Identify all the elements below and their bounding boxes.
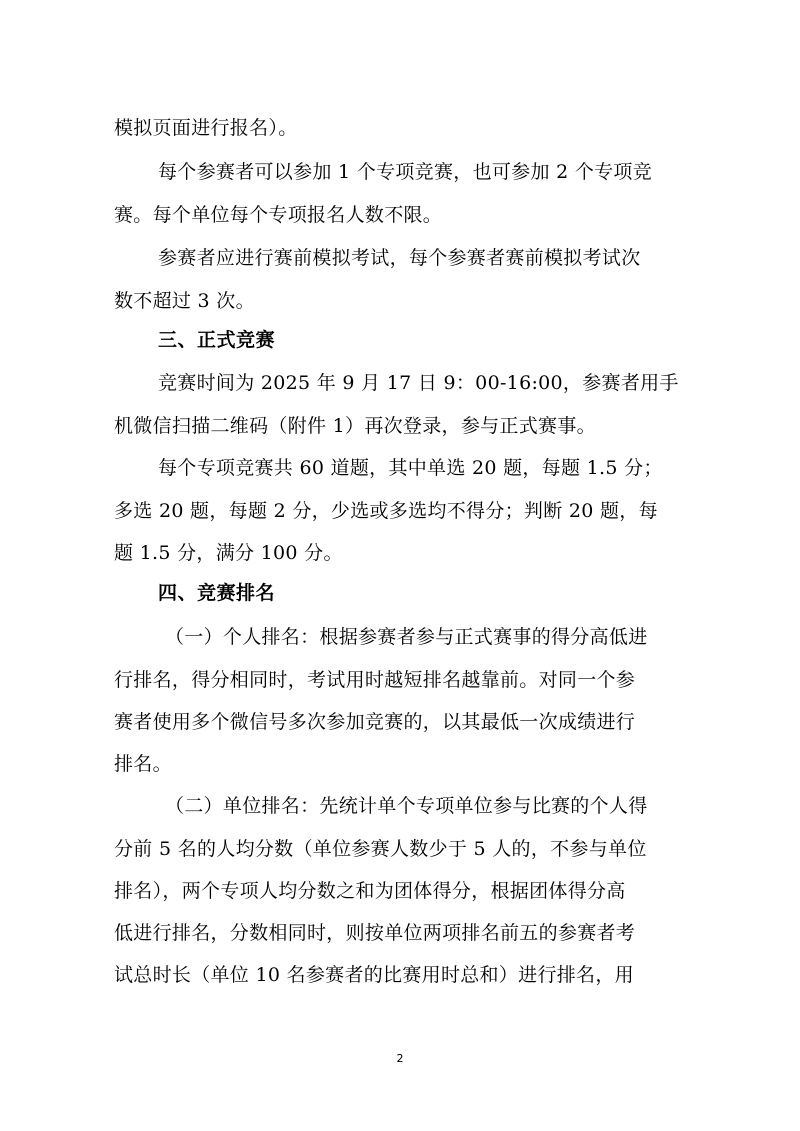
paragraph-line: 题 1.5 分，满分 100 分。 <box>114 542 343 564</box>
paragraph-line: 每个参赛者可以参加 1 个专项竞赛，也可参加 2 个专项竞 <box>158 161 653 183</box>
section-heading-ranking: 四、竞赛排名 <box>158 582 276 604</box>
paragraph-line: 行排名，得分相同时，考试用时越短排名越靠前。对同一个参 <box>114 669 636 691</box>
paragraph-line: （一）个人排名：根据参赛者参与正式赛事的得分高低进 <box>165 626 648 648</box>
page-number: 2 <box>396 1052 404 1065</box>
paragraph-line: 每个专项竞赛共 60 道题，其中单选 20 题，每题 1.5 分； <box>158 457 663 479</box>
paragraph-line: 竞赛时间为 2025 年 9 月 17 日 9：00-16:00，参赛者用手 <box>158 372 679 394</box>
paragraph-line: 模拟页面进行报名）。 <box>114 117 298 139</box>
paragraph-line: （二）单位排名：先统计单个专项单位参与比赛的个人得 <box>165 795 648 817</box>
paragraph-line: 机微信扫描二维码（附件 1）再次登录，参与正式赛事。 <box>114 415 596 437</box>
paragraph-line: 试总时长（单位 10 名参赛者的比赛用时总和）进行排名，用 <box>114 964 634 986</box>
paragraph-line: 低进行排名，分数相同时，则按单位两项排名前五的参赛者考 <box>114 922 636 944</box>
paragraph-line: 赛者使用多个微信号多次参加竞赛的，以其最低一次成绩进行 <box>114 711 636 733</box>
paragraph-line: 参赛者应进行赛前模拟考试，每个参赛者赛前模拟考试次 <box>158 247 641 269</box>
paragraph-line: 数不超过 3 次。 <box>114 290 255 312</box>
paragraph-line: 多选 20 题，每题 2 分，少选或多选均不得分；判断 20 题，每 <box>114 500 658 522</box>
paragraph-line: 排名。 <box>114 753 172 775</box>
paragraph-line: 排名），两个专项人均分数之和为团体得分，根据团体得分高 <box>114 880 626 902</box>
section-heading-formal-competition: 三、正式竞赛 <box>158 329 276 351</box>
paragraph-line: 分前 5 名的人均分数（单位参赛人数少于 5 人的，不参与单位 <box>114 838 647 860</box>
paragraph-line: 赛。每个单位每个专项报名人数不限。 <box>114 204 443 226</box>
